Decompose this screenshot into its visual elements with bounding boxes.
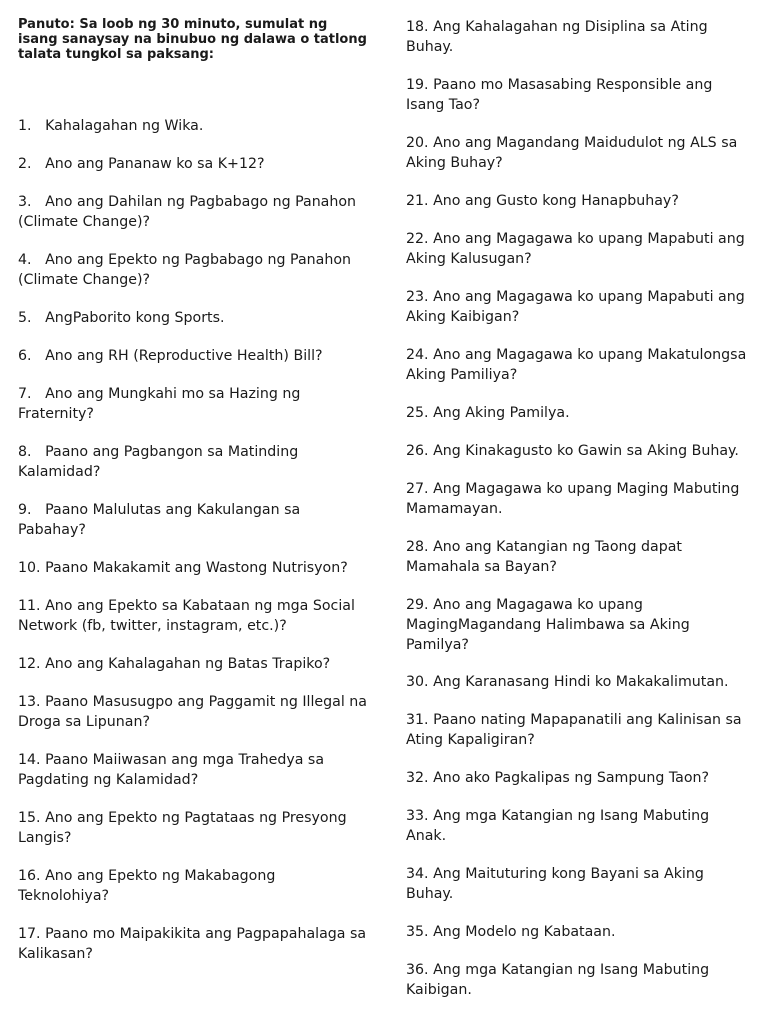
topic-number: 13. (18, 694, 46, 710)
topic-item (18, 750, 370, 790)
topic-number: 30. (406, 674, 434, 690)
topic-item (18, 500, 370, 540)
topic-item (18, 308, 370, 328)
topic-item (18, 596, 370, 636)
topic-number: 31. (406, 712, 434, 728)
topic-item (18, 384, 370, 424)
topic-item (406, 75, 752, 115)
topic-text: Ang mga Katangian ng Isang Mabuting Kaibigan. (406, 962, 710, 998)
topic-text: Paano Maiiwasan ang mga Trahedya sa Pagdating ng Kalamidad? (18, 752, 325, 788)
topic-text: Ano ang Pananaw ko sa K+12? (45, 156, 265, 172)
topic-text: Ano ako Pagkalipas ng Sampung Taon? (433, 770, 710, 786)
topic-text: Ano ang Gusto kong Hanapbuhay? (433, 193, 679, 209)
topic-number: 28. (406, 539, 434, 555)
topic-item (406, 864, 752, 904)
topic-item (18, 442, 370, 482)
topic-item (406, 672, 752, 692)
topic-item (406, 403, 752, 423)
topic-item (406, 17, 752, 57)
topic-text: Kahalagahan ng Wika. (45, 118, 204, 134)
topic-number: 1. (18, 118, 46, 134)
topic-text: Ang Karanasang Hindi ko Makakalimutan. (433, 674, 729, 690)
topic-text: Ano ang Epekto sa Kabataan ng mga Social Network (fb, twitter, instagram, etc.)? (18, 598, 355, 634)
topic-text: Paano Masusugpo ang Paggamit ng Illegal na Droga sa Lipunan? (18, 694, 367, 730)
topic-number: 17. (18, 926, 46, 942)
topic-number: 4. (18, 252, 46, 268)
topic-text: Ano ang Magagawa ko upang Mapabuti ang Aking Kaibigan? (406, 289, 745, 325)
topic-item (406, 595, 752, 655)
topic-number: 32. (406, 770, 434, 786)
topic-item (18, 866, 370, 906)
topic-text: Paano Makakamit ang Wastong Nutrisyon? (45, 560, 348, 576)
topic-item (406, 229, 752, 269)
topic-text: Ang Magagawa ko upang Maging Mabuting Mamamayan. (406, 481, 740, 517)
topic-number: 24. (406, 347, 434, 363)
topic-text: Ang Maituturing kong Bayani sa Aking Buhay. (406, 866, 704, 902)
topic-item (406, 960, 752, 1000)
topic-item (406, 441, 752, 461)
topic-number: 21. (406, 193, 434, 209)
topic-number: 6. (18, 348, 46, 364)
topic-text: Ang Modelo ng Kabataan. (433, 924, 616, 940)
topic-text: Paano ang Pagbangon sa Matinding Kalamidad? (18, 444, 299, 480)
topic-text: Ang Kinakagusto ko Gawin sa Aking Buhay. (433, 443, 739, 459)
topic-number: 23. (406, 289, 434, 305)
topic-text: Paano Malulutas ang Kakulangan sa Pabahay? (18, 502, 301, 538)
topic-text: Ano ang Katangian ng Taong dapat Mamahala sa Bayan? (406, 539, 682, 575)
topic-number: 14. (18, 752, 46, 768)
topic-text: Ano ang Dahilan ng Pagbabago ng Panahon (Climate Change)? (18, 194, 357, 230)
topic-item (18, 116, 370, 136)
topic-number: 11. (18, 598, 46, 614)
topic-text: Ano ang Mungkahi mo sa Hazing ng Fraternity? (18, 386, 301, 422)
topic-item (18, 192, 370, 232)
topic-text: Ano ang Magandang Maidudulot ng ALS sa Aking Buhay? (406, 135, 738, 171)
topic-number: 8. (18, 444, 46, 460)
topic-number: 26. (406, 443, 434, 459)
topic-item (406, 345, 752, 385)
topic-item (18, 558, 370, 578)
topic-item (406, 768, 752, 788)
topic-item (18, 346, 370, 366)
topic-number: 25. (406, 405, 434, 421)
topic-number: 12. (18, 656, 46, 672)
topic-text: AngPaborito kong Sports. (45, 310, 225, 326)
topic-number: 9. (18, 502, 46, 518)
topic-number: 34. (406, 866, 434, 882)
topic-item (18, 154, 370, 174)
topic-item (406, 479, 752, 519)
topic-text: Ano ang RH (Reproductive Health) Bill? (45, 348, 323, 364)
topic-text: Ano ang Magagawa ko upang Makatulongsa Aking Pamiliya? (406, 347, 747, 383)
topic-text: Ano ang Magagawa ko upang Mapabuti ang Aking Kalusugan? (406, 231, 745, 267)
topic-item (18, 250, 370, 290)
topic-item (18, 808, 370, 848)
topic-item (18, 924, 370, 964)
topic-item (406, 710, 752, 750)
topic-text: Ang Aking Pamilya. (433, 405, 570, 421)
topic-number: 35. (406, 924, 434, 940)
topic-text: Ang Kahalagahan ng Disiplina sa Ating Buhay. (406, 19, 708, 55)
topic-number: 16. (18, 868, 46, 884)
topic-number: 27. (406, 481, 434, 497)
topic-number: 22. (406, 231, 434, 247)
instructions-text: Panuto: Sa loob ng 30 minuto, sumulat ng isang sanaysay na binubuo ng dalawa o tatlong talata tungkol sa paksang: (18, 17, 367, 62)
topic-item (406, 922, 752, 942)
topic-text: Paano nating Mapapanatili ang Kalinisan sa Ating Kapaligiran? (406, 712, 742, 748)
topic-item (18, 654, 370, 674)
topic-number: 3. (18, 194, 46, 210)
topic-number: 29. (406, 597, 434, 613)
topic-number: 18. (406, 19, 434, 35)
topic-number: 19. (406, 77, 434, 93)
topic-item (406, 191, 752, 211)
topic-text: Ano ang Magagawa ko upang MagingMagandang Halimbawa sa Aking Pamilya? (406, 597, 690, 653)
topic-number: 10. (18, 560, 46, 576)
topic-number: 36. (406, 962, 434, 978)
topic-number: 20. (406, 135, 434, 151)
topic-text: Ang mga Katangian ng Isang Mabuting Anak. (406, 808, 710, 844)
topic-number: 2. (18, 156, 46, 172)
topic-text: Ano ang Epekto ng Makabagong Teknolohiya? (18, 868, 276, 904)
topic-item (406, 133, 752, 173)
topic-item (406, 287, 752, 327)
topic-number: 33. (406, 808, 434, 824)
topic-item (406, 537, 752, 577)
topic-item (406, 806, 752, 846)
topic-number: 7. (18, 386, 46, 402)
topic-text: Ano ang Epekto ng Pagtataas ng Presyong Langis? (18, 810, 347, 846)
topic-item (18, 692, 370, 732)
topic-text: Ano ang Kahalagahan ng Batas Trapiko? (45, 656, 331, 672)
topic-text: Ano ang Epekto ng Pagbabago ng Panahon (Climate Change)? (18, 252, 352, 288)
topic-number: 5. (18, 310, 46, 326)
topic-text: Paano mo Maipakikita ang Pagpapahalaga sa Kalikasan? (18, 926, 367, 962)
topic-number: 15. (18, 810, 46, 826)
topic-text: Paano mo Masasabing Responsible ang Isang Tao? (406, 77, 713, 113)
